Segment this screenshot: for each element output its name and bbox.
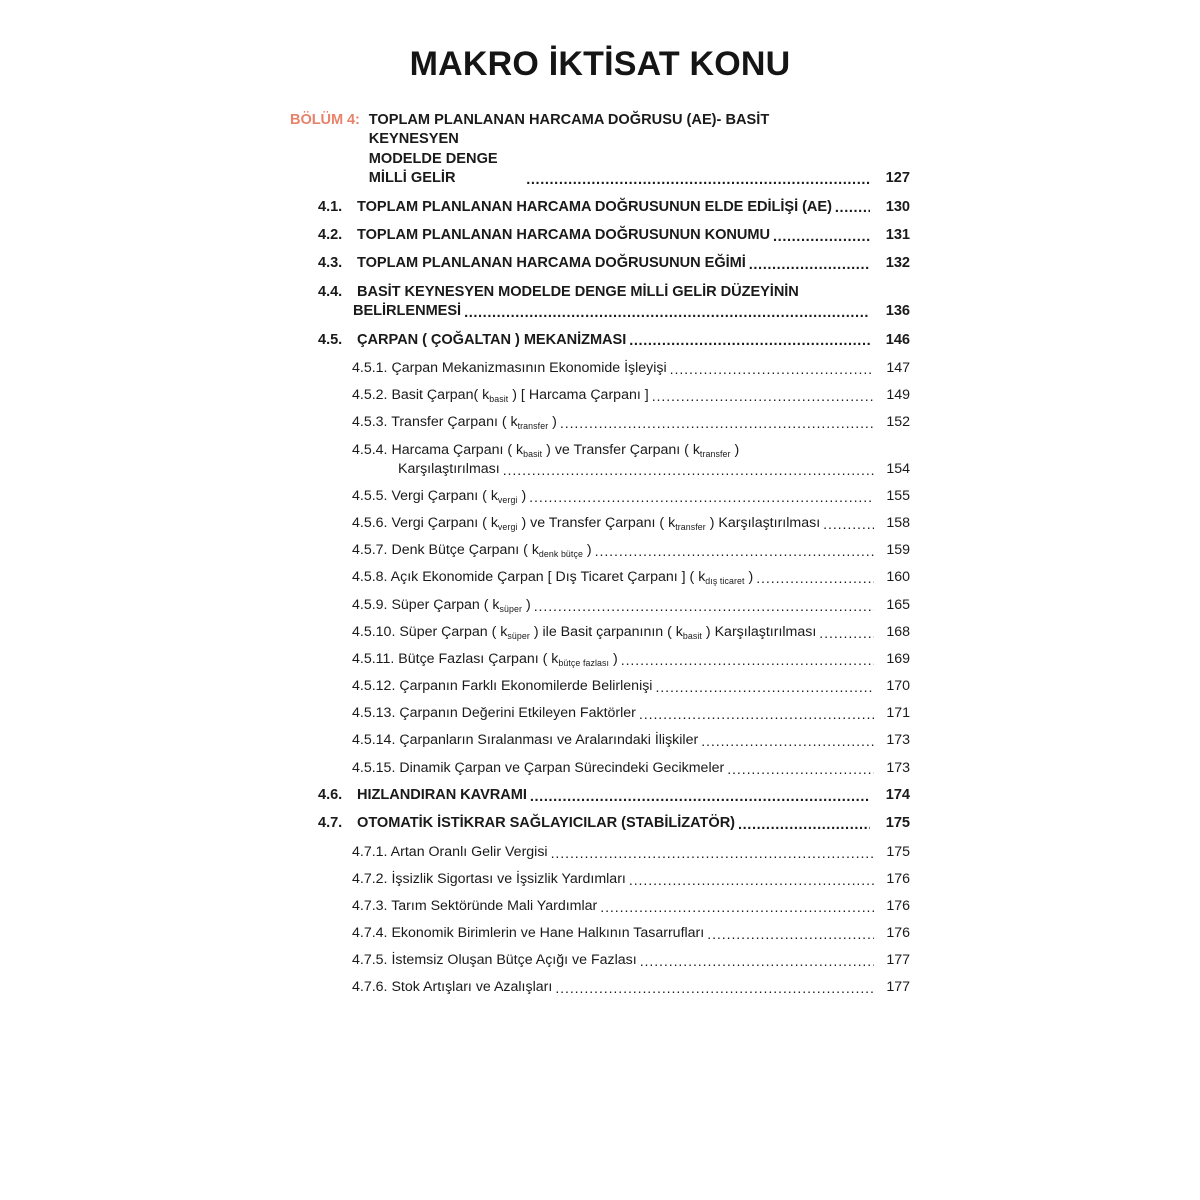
entry-title-cont: ) bbox=[609, 650, 618, 667]
entry-title-cont: ) bbox=[744, 569, 754, 586]
entry-row bbox=[318, 786, 910, 805]
entry-title-line-2: Karşılaştırılması bbox=[398, 460, 500, 477]
subscript: denk bütçe bbox=[538, 549, 583, 560]
dot-leader bbox=[464, 306, 870, 321]
entry-label bbox=[352, 650, 618, 669]
dot-leader bbox=[655, 681, 874, 695]
entry-row bbox=[318, 814, 910, 833]
subscript: vergi bbox=[497, 522, 518, 533]
entry-label bbox=[352, 897, 597, 916]
entry-row bbox=[318, 226, 910, 245]
entry-label bbox=[352, 541, 592, 560]
page-number: 176 bbox=[886, 897, 910, 914]
entry-number: 4.5.7. bbox=[352, 542, 388, 559]
entry-title: OTOMATİK İSTİKRAR SAĞLAYICILAR (STABİLİZATÖR) bbox=[357, 815, 735, 832]
entry-line-2 bbox=[352, 460, 910, 479]
toc-entry[interactable] bbox=[290, 650, 910, 669]
entry-number: 4.5.11. bbox=[352, 650, 395, 667]
chapter-title-line-1: TOPLAM PLANLANAN HARCAMA DOĞRUSU (AE)- BASİT bbox=[368, 112, 770, 128]
dot-leader bbox=[640, 955, 874, 969]
entry-number: 4.5.8. bbox=[352, 569, 388, 586]
entry-title-cont: ) Karşılaştırılması bbox=[705, 515, 821, 532]
page-number: 169 bbox=[886, 650, 910, 667]
entry-label bbox=[352, 843, 548, 862]
toc-entry[interactable] bbox=[290, 731, 910, 750]
entry-line-1 bbox=[318, 283, 910, 302]
entry-row bbox=[318, 198, 910, 217]
entry-title: Bütçe Fazlası Çarpanı ( k bbox=[398, 650, 559, 667]
page-number: 175 bbox=[886, 843, 910, 860]
entry-number: 4.5.2. bbox=[352, 387, 388, 404]
toc-entry[interactable] bbox=[290, 759, 910, 778]
toc-entry[interactable] bbox=[290, 924, 910, 943]
toc-entry[interactable] bbox=[290, 568, 910, 587]
entry-number: 4.5.10. bbox=[352, 623, 396, 640]
entry-label bbox=[352, 704, 636, 723]
page-number: 177 bbox=[886, 979, 910, 996]
page-number: 130 bbox=[885, 198, 910, 215]
toc-entry-chapter[interactable] bbox=[290, 111, 910, 189]
entry-line-1 bbox=[352, 441, 910, 460]
entry-number: 4.7. bbox=[318, 815, 343, 832]
page-number: 127 bbox=[885, 170, 910, 187]
entry-label bbox=[352, 870, 626, 889]
entry-number: 4.5.4. bbox=[352, 441, 388, 458]
entry-title: Ekonomik Birimlerin ve Hane Halkının Tasarrufları bbox=[391, 925, 705, 942]
entry-label bbox=[352, 568, 753, 587]
dot-leader bbox=[819, 627, 874, 641]
entry-label bbox=[352, 413, 557, 432]
entry-label bbox=[352, 359, 667, 378]
page-number: 136 bbox=[885, 303, 910, 320]
page-number: 147 bbox=[886, 360, 910, 377]
dot-leader bbox=[529, 491, 874, 505]
entry-title: Süper Çarpan ( k bbox=[391, 596, 500, 613]
entry-title: Çarpan Mekanizmasının Ekonomide İşleyişi bbox=[391, 360, 667, 377]
entry-number: 4.2. bbox=[318, 227, 343, 244]
toc-entry[interactable] bbox=[290, 359, 910, 378]
dot-leader bbox=[727, 763, 874, 777]
entry-row bbox=[352, 897, 910, 916]
dot-leader bbox=[652, 390, 874, 404]
subscript: basit bbox=[489, 394, 509, 405]
chapter-label: BÖLÜM 4: bbox=[290, 112, 360, 128]
page-number: 176 bbox=[886, 925, 910, 942]
entry-number: 4.7.5. bbox=[352, 952, 388, 969]
toc-entry[interactable] bbox=[290, 814, 910, 833]
page-number: 176 bbox=[886, 870, 910, 887]
entry-row bbox=[398, 460, 910, 479]
entry-title-cont: ) bbox=[582, 542, 592, 559]
subscript: süper bbox=[499, 603, 523, 614]
entry-label bbox=[352, 924, 704, 943]
entry-number: 4.5.13. bbox=[352, 705, 396, 722]
entry-label bbox=[352, 623, 816, 642]
entry-row bbox=[318, 331, 910, 350]
entry-number: 4.6. bbox=[318, 786, 343, 803]
toc-entry[interactable] bbox=[290, 596, 910, 615]
toc-entry[interactable] bbox=[290, 677, 910, 696]
entry-title: Artan Oranlı Gelir Vergisi bbox=[390, 843, 548, 860]
entry-number: 4.7.3. bbox=[352, 897, 388, 914]
entry-title: Dinamik Çarpan ve Çarpan Sürecindeki Gecikmeler bbox=[399, 759, 725, 776]
subscript: transfer bbox=[517, 421, 549, 432]
entry-title: TOPLAM PLANLANAN HARCAMA DOĞRUSUNUN ELDE EDİLİŞİ (AE) bbox=[357, 198, 832, 215]
page-number: 160 bbox=[886, 569, 910, 586]
entry-row bbox=[352, 759, 910, 778]
entry-title-cont: ) [ Harcama Çarpanı ] bbox=[508, 387, 649, 404]
subscript: transfer bbox=[699, 448, 731, 459]
entry-title: Çarpanın Farklı Ekonomilerde Belirlenişi bbox=[399, 678, 653, 695]
entry-title: Açık Ekonomide Çarpan [ Dış Ticaret Çarpanı ] ( k bbox=[390, 569, 706, 586]
dot-leader bbox=[534, 600, 874, 614]
page-number: 158 bbox=[886, 515, 910, 532]
entry-title: Basit Çarpan( k bbox=[391, 387, 490, 404]
dot-leader bbox=[835, 201, 870, 216]
entry-title-cont: ) ve Transfer Çarpanı ( k bbox=[542, 441, 700, 458]
toc-entry[interactable] bbox=[290, 870, 910, 889]
entry-title: ÇARPAN ( ÇOĞALTAN ) MEKANİZMASI bbox=[357, 331, 627, 348]
page-number: 155 bbox=[886, 487, 910, 504]
entry-row bbox=[352, 843, 910, 862]
toc-entry[interactable] bbox=[290, 951, 910, 970]
entry-title: TOPLAM PLANLANAN HARCAMA DOĞRUSUNUN KONUMU bbox=[357, 227, 771, 244]
toc-entry[interactable] bbox=[290, 331, 910, 350]
entry-number: 4.4. bbox=[318, 283, 343, 300]
chapter-body bbox=[369, 111, 910, 189]
dot-leader bbox=[555, 982, 874, 996]
dot-leader bbox=[639, 708, 874, 722]
toc-entry[interactable] bbox=[290, 386, 910, 405]
entry-title-cont: ) ile Basit çarpanının ( k bbox=[529, 623, 683, 640]
entry-title: Çarpanların Sıralanması ve Aralarındaki İlişkiler bbox=[399, 732, 699, 749]
toc-entry[interactable] bbox=[290, 978, 910, 997]
dot-leader bbox=[551, 847, 874, 861]
toc-entry[interactable] bbox=[290, 786, 910, 805]
dot-leader bbox=[823, 518, 874, 532]
entry-number: 4.5.9. bbox=[352, 596, 388, 613]
entry-title: Denk Bütçe Çarpanı ( k bbox=[391, 542, 539, 559]
subscript: basit bbox=[682, 630, 702, 641]
entry-title: Harcama Çarpanı ( k bbox=[391, 441, 524, 458]
page-number: 174 bbox=[885, 786, 910, 803]
dot-leader bbox=[738, 818, 870, 833]
entry-number: 4.5.15. bbox=[352, 759, 396, 776]
dot-leader bbox=[530, 790, 870, 805]
entry-row bbox=[318, 254, 910, 273]
page-number: 173 bbox=[886, 759, 910, 776]
entry-number: 4.5.1. bbox=[352, 360, 388, 377]
entry-number: 4.5.6. bbox=[352, 515, 388, 532]
entry-title-line-2: BELİRLENMESİ bbox=[353, 303, 462, 320]
entry-title: İstemsiz Oluşan Bütçe Açığı ve Fazlası bbox=[391, 952, 637, 969]
toc-entry[interactable] bbox=[290, 226, 910, 245]
entry-title: Tarım Sektöründe Mali Yardımlar bbox=[391, 897, 598, 914]
toc-entry[interactable] bbox=[290, 623, 910, 642]
entry-row bbox=[352, 870, 910, 889]
entry-number: 4.1. bbox=[318, 198, 343, 215]
page-number: 177 bbox=[886, 952, 910, 969]
toc-entry[interactable] bbox=[290, 198, 910, 217]
entry-number: 4.7.1. bbox=[352, 843, 388, 860]
entry-title: Transfer Çarpanı ( k bbox=[391, 414, 518, 431]
chapter-row bbox=[290, 111, 910, 189]
entry-title-cont: ) bbox=[730, 441, 740, 458]
chapter-title-line-2: KEYNESYEN MODELDE DENGE MİLLİ GELİR bbox=[368, 131, 498, 187]
entry-title-cont: ) Karşılaştırılması bbox=[701, 623, 817, 640]
entry-label bbox=[318, 226, 770, 245]
toc-entry[interactable] bbox=[290, 897, 910, 916]
entry-title: Stok Artışları ve Azalışları bbox=[391, 979, 553, 996]
dot-leader bbox=[526, 173, 870, 188]
dot-leader bbox=[595, 545, 874, 559]
page-number: 146 bbox=[885, 331, 910, 348]
page-title: MAKRO İKTİSAT KONU bbox=[409, 45, 791, 83]
entry-label bbox=[318, 786, 527, 805]
entry-number: 4.5.5. bbox=[352, 487, 388, 504]
toc-entry[interactable] bbox=[290, 283, 910, 322]
entry-row bbox=[352, 514, 910, 533]
entry-row bbox=[352, 386, 910, 405]
dot-leader bbox=[773, 230, 870, 245]
entry-title: İşsizlik Sigortası ve İşsizlik Yardımları bbox=[391, 870, 626, 887]
subscript: transfer bbox=[675, 522, 706, 533]
page-number: 175 bbox=[885, 815, 910, 832]
toc-entry[interactable] bbox=[290, 487, 910, 506]
entry-title: Vergi Çarpanı ( k bbox=[391, 487, 498, 504]
entry-title: Vergi Çarpanı ( k bbox=[391, 515, 498, 532]
dot-leader bbox=[600, 901, 874, 915]
toc-entry[interactable] bbox=[290, 843, 910, 862]
dot-leader bbox=[670, 363, 874, 377]
dot-leader bbox=[560, 417, 874, 431]
entry-title: Süper Çarpan ( k bbox=[399, 623, 508, 640]
toc-entry[interactable] bbox=[290, 514, 910, 533]
page-number: 132 bbox=[885, 255, 910, 272]
entry-row bbox=[352, 924, 910, 943]
entry-row bbox=[352, 596, 910, 615]
chapter-title-line-2-row bbox=[369, 130, 910, 188]
page-number: 173 bbox=[886, 732, 910, 749]
entry-title: Çarpanın Değerini Etkileyen Faktörler bbox=[399, 705, 636, 722]
subscript: basit bbox=[523, 448, 543, 459]
page-number: 168 bbox=[886, 623, 910, 640]
page-number: 152 bbox=[886, 414, 910, 431]
toc-entry[interactable] bbox=[290, 704, 910, 723]
entry-title: BASİT KEYNESYEN MODELDE DENGE MİLLİ GELİR DÜZEYİNİN bbox=[357, 283, 799, 300]
toc-entry[interactable] bbox=[290, 413, 910, 432]
entry-title: TOPLAM PLANLANAN HARCAMA DOĞRUSUNUN EĞİMİ bbox=[357, 255, 746, 272]
entry-label bbox=[318, 331, 626, 350]
entry-title-cont: ) ve Transfer Çarpanı ( k bbox=[517, 515, 676, 532]
dot-leader bbox=[707, 928, 874, 942]
entry-row bbox=[352, 731, 910, 750]
entry-label bbox=[352, 978, 552, 997]
entry-label bbox=[352, 951, 637, 970]
subscript: dış ticaret bbox=[705, 576, 745, 587]
entry-row bbox=[352, 650, 910, 669]
entry-row bbox=[352, 978, 910, 997]
page-number: 131 bbox=[885, 227, 910, 244]
entry-number: 4.5. bbox=[318, 331, 343, 348]
toc-entry[interactable] bbox=[290, 254, 910, 273]
dot-leader bbox=[629, 874, 874, 888]
entry-label bbox=[352, 759, 724, 778]
entry-number: 4.3. bbox=[318, 255, 343, 272]
entry-row bbox=[353, 302, 910, 321]
entry-label bbox=[352, 514, 820, 533]
entry-row bbox=[352, 568, 910, 587]
entry-number: 4.7.6. bbox=[352, 979, 388, 996]
toc-entry[interactable] bbox=[290, 441, 910, 479]
table-of-contents bbox=[290, 84, 910, 998]
entry-number: 4.5.3. bbox=[352, 414, 388, 431]
entry-label bbox=[352, 487, 526, 506]
entry-number: 4.5.14. bbox=[352, 732, 396, 749]
subscript: vergi bbox=[497, 494, 518, 505]
entry-number: 4.7.4. bbox=[352, 925, 388, 942]
entry-label bbox=[318, 198, 832, 217]
dot-leader bbox=[503, 464, 874, 478]
entry-line-2 bbox=[318, 302, 910, 321]
toc-entry[interactable] bbox=[290, 541, 910, 560]
page-number: 159 bbox=[886, 542, 910, 559]
entry-row bbox=[352, 413, 910, 432]
entry-label bbox=[318, 254, 746, 273]
dot-leader bbox=[749, 258, 870, 273]
entry-number: 4.7.2. bbox=[352, 870, 388, 887]
entry-label bbox=[352, 386, 649, 405]
dot-leader bbox=[701, 735, 874, 749]
entry-row bbox=[352, 541, 910, 560]
entry-row bbox=[352, 623, 910, 642]
subscript: bütçe fazlası bbox=[558, 657, 610, 668]
entry-label bbox=[352, 731, 698, 750]
dot-leader bbox=[629, 334, 870, 349]
entry-number: 4.5.12. bbox=[352, 678, 396, 695]
entry-title-cont: ) bbox=[517, 487, 527, 504]
page-number: 165 bbox=[886, 596, 910, 613]
entry-row bbox=[352, 704, 910, 723]
dot-leader bbox=[756, 572, 874, 586]
entry-title-cont: ) bbox=[522, 596, 531, 613]
subscript: süper bbox=[507, 630, 530, 641]
entry-label bbox=[352, 596, 531, 615]
entry-label bbox=[318, 814, 735, 833]
entry-row bbox=[352, 359, 910, 378]
page-number: 149 bbox=[886, 387, 910, 404]
entry-row bbox=[352, 487, 910, 506]
entry-label bbox=[352, 677, 652, 696]
dot-leader bbox=[621, 654, 874, 668]
page-number: 154 bbox=[886, 460, 910, 477]
entry-row bbox=[352, 951, 910, 970]
page-number: 171 bbox=[886, 705, 910, 722]
entry-title: HIZLANDIRAN KAVRAMI bbox=[357, 786, 527, 803]
entry-title-cont: ) bbox=[548, 414, 557, 431]
page-number: 170 bbox=[886, 678, 910, 695]
entry-row bbox=[352, 677, 910, 696]
